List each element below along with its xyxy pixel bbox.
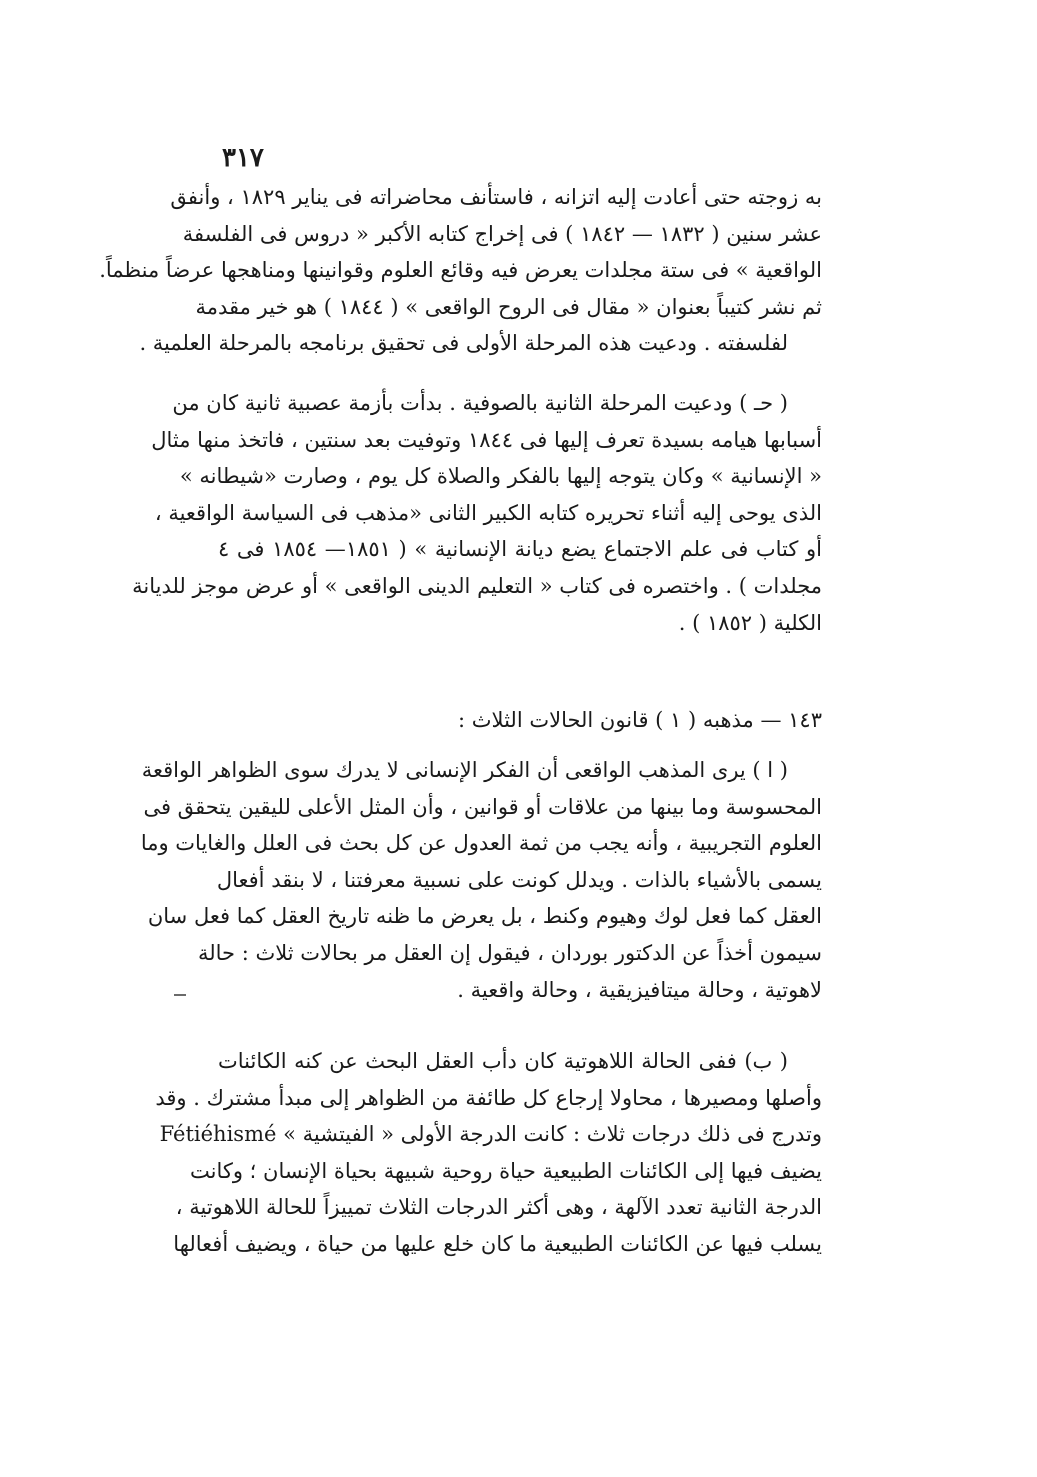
text-line: مجلدات ) . واختصره فى كتاب « التعليم الدينى الواقعى » أو عرض موجز للديانة xyxy=(132,573,822,598)
text-line: لفلسفته . ودعيت هذه المرحلة الأولى فى تحقيق برنامجه بالمرحلة العلمية . xyxy=(139,331,788,356)
page-number: ٣١٧ xyxy=(222,143,264,173)
paragraph-law-of-three-stages-a xyxy=(140,752,822,1008)
text-line: « الإنسانية » وكان يتوجه إليها بالفكر والصلاة كل يوم ، وصارت «شيطانه » xyxy=(179,464,822,489)
text-line: الدرجة الثانية تعدد الآلهة ، وهى أكثر الدرجات الثلاث تمييزاً للحالة اللاهوتية ، xyxy=(175,1195,822,1220)
text-line: يسمى بالأشياء بالذات . ويدلل كونت على نسبية معرفتنا ، لا بنقد أفعال xyxy=(216,867,822,892)
text-line: سيمون أخذاً عن الدكتور بوردان ، فيقول إن العقل مر بحالات ثلاث : حالة xyxy=(197,940,822,965)
text-line: وأصلها ومصيرها ، محاولا إرجاع كل طائفة من الظواهر إلى مبدأ مشترك . وقد xyxy=(155,1085,822,1110)
paragraph-second-phase-mysticism xyxy=(132,385,822,641)
text-line: أسبابها هيامه بسيدة تعرف إليها فى ١٨٤٤ وتوفيت بعد سنتين ، فاتخذ منها مثال xyxy=(151,427,822,452)
text-line: العلوم التجريبية ، وأنه يجب من ثمة العدول عن كل بحث فى العلل والغايات وما xyxy=(140,831,822,856)
text-line: به زوجته حتى أعادت إليه اتزانه ، فاستأنف محاضراته فى يناير ١٨٢٩ ، وأنفق xyxy=(170,185,822,209)
text-line: الذى يوحى إليه أثناء تحريره كتابه الكبير الثانى «مذهب فى السياسة الواقعية ، xyxy=(154,500,822,525)
text-line: المحسوسة وما بينها من علاقات أو قوانين ، وأن المثل الأعلى لليقين يتحقق فى xyxy=(143,794,822,819)
text-line: يسلب فيها عن الكائنات الطبيعية ما كان خلع عليها من حياة ، ويضيف أفعالها xyxy=(173,1231,822,1256)
paragraph-biography-first-phase xyxy=(99,179,822,362)
text-line: العقل كما فعل لوك وهيوم وكنط ، بل يعرض ما ظنه تاريخ العقل كما فعل سان xyxy=(147,904,822,929)
text-line: الواقعية » فى ستة مجلدات يعرض فيه وقائع العلوم وقوانينها ومناهجها عرضاً منظماً. xyxy=(99,258,822,283)
paragraph-theological-state-b xyxy=(155,1043,822,1263)
text-line: الكلية ( ١٨٥٢ ) . xyxy=(678,610,822,635)
text-line: ثم نشر كتيباً بعنوان « مقال فى الروح الواقعى » ( ١٨٤٤ ) هو خير مقدمة xyxy=(195,294,822,319)
text-line: ( ا ) يرى المذهب الواقعى أن الفكر الإنسانى لا يدرك سوى الظواهر الواقعة xyxy=(141,758,788,782)
text-line: ( ب) ففى الحالة اللاهوتية كان دأب العقل البحث عن كنه الكائنات xyxy=(218,1049,788,1073)
text-line: عشر سنين ( ١٨٣٢ — ١٨٤٢ ) فى إخراج كتابه الأكبر « دروس فى الفلسفة xyxy=(182,221,822,246)
margin-mark xyxy=(174,994,186,996)
text-line: ( حـ ) ودعيت المرحلة الثانية بالصوفية . بدأت بأزمة عصبية ثانية كان من xyxy=(172,391,788,415)
text-line: أو كتاب فى علم الاجتماع يضع ديانة الإنسانية » ( ١٨٥١— ١٨٥٤ فى ٤ xyxy=(218,537,822,562)
text-line: لاهوتية ، وحالة ميتافيزيقية ، وحالة واقعية . xyxy=(457,977,822,1002)
text-line: وتدرج فى ذلك درجات ثلاث : كانت الدرجة الأولى « الفيتشية » Fétiéhismé xyxy=(159,1122,822,1147)
section-heading: ١٤٣ — مذهبه ( ١ ) قانون الحالات الثلاث : xyxy=(458,708,822,732)
text-line: يضيف فيها إلى الكائنات الطبيعية حياة روحية شبيهة بحياة الإنسان ؛ وكانت xyxy=(190,1158,822,1183)
